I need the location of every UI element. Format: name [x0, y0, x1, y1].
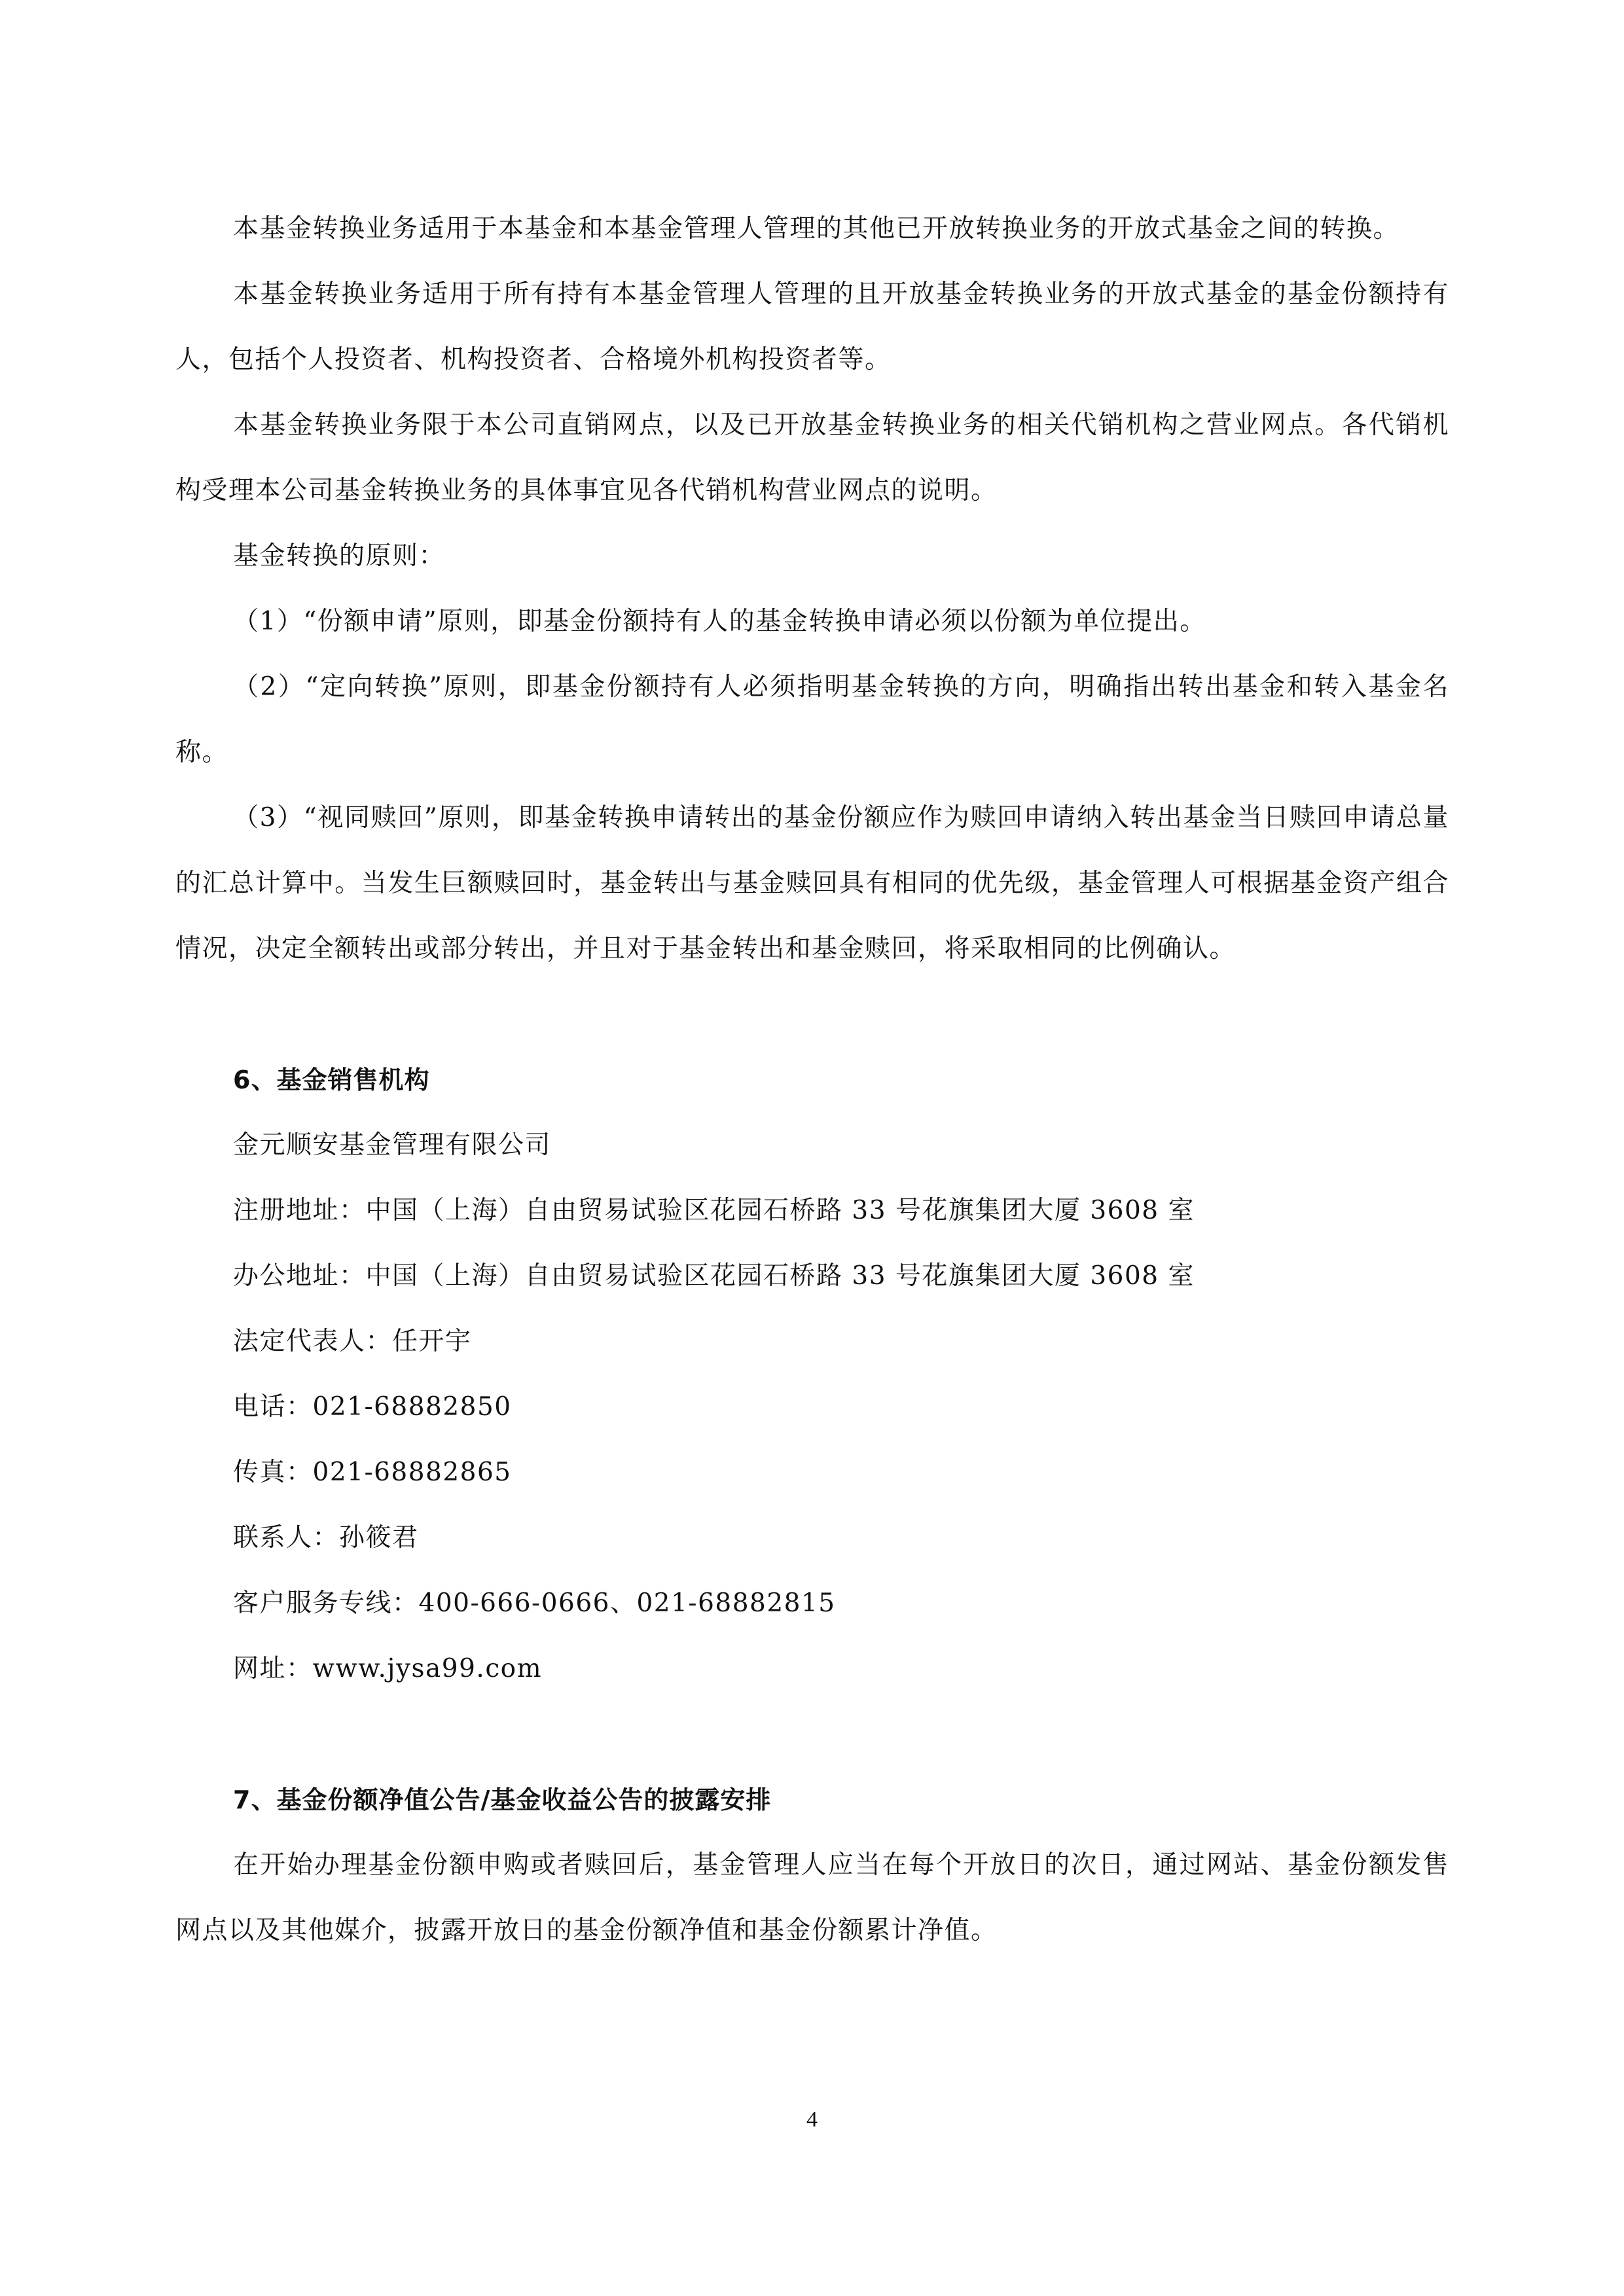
contact-person: 联系人：孙筱君 [233, 1523, 419, 1552]
office-address: 办公地址：中国（上海）自由贸易试验区花园石桥路 33 号花旗集团大厦 3608 室 [233, 1261, 1195, 1291]
principles-title: 基金转换的原则： [233, 541, 446, 571]
fax-number: 传真：021-68882865 [233, 1458, 512, 1487]
principle-item-2: （2）“定向转换”原则，即基金份额持有人必须指明基金转换的方向，明确指出转出基金和转入基金名称。 [175, 672, 1449, 767]
section-7-heading: 7、基金份额净值公告/基金收益公告的披露安排 [233, 1785, 772, 1814]
phone-number: 电话：021-68882850 [233, 1392, 512, 1422]
section-6-heading: 6、基金销售机构 [233, 1066, 430, 1094]
page-content [175, 196, 1449, 1964]
section-spacer [175, 1702, 1449, 1767]
principle-item-1: （1）“份额申请”原则，即基金份额持有人的基金转换申请必须以份额为单位提出。 [233, 607, 1206, 636]
transfer-channel-paragraph: 本基金转换业务限于本公司直销网点，以及已开放基金转换业务的相关代销机构之营业网点。各代销机构受理本公司基金转换业务的具体事宜见各代销机构营业网点的说明。 [175, 410, 1449, 505]
transfer-eligibility-paragraph: 本基金转换业务适用于所有持有本基金管理人管理的且开放基金转换业务的开放式基金的基金份额持有人，包括个人投资者、机构投资者、合格境外机构投资者等。 [175, 279, 1449, 374]
legal-representative: 法定代表人：任开宇 [233, 1327, 472, 1356]
transfer-scope-paragraph: 本基金转换业务适用于本基金和本基金管理人管理的其他已开放转换业务的开放式基金之间的转换。 [233, 214, 1400, 243]
company-name: 金元顺安基金管理有限公司 [233, 1130, 552, 1160]
page-number: 4 [806, 2108, 818, 2132]
registered-address: 注册地址：中国（上海）自由贸易试验区花园石桥路 33 号花旗集团大厦 3608 室 [233, 1196, 1195, 1225]
service-line: 客户服务专线：400-666-0666、021-68882815 [233, 1588, 836, 1618]
website: 网址：www.jysa99.com [233, 1654, 543, 1683]
nav-disclosure-paragraph: 在开始办理基金份额申购或者赎回后，基金管理人应当在每个开放日的次日，通过网站、基金份额发售网点以及其他媒介，披露开放日的基金份额净值和基金份额累计净值。 [175, 1850, 1449, 1945]
section-spacer [175, 982, 1449, 1047]
principle-item-3: （3）“视同赎回”原则，即基金转换申请转出的基金份额应作为赎回申请纳入转出基金当日赎回申请总量的汇总计算中。当发生巨额赎回时，基金转出与基金赎回具有相同的优先级，基金管理人可根据基金资产组合情况，决定全额转出或部分转出，并且对于基金转出和基金赎回，将采取相同的比例确认。 [175, 803, 1449, 963]
